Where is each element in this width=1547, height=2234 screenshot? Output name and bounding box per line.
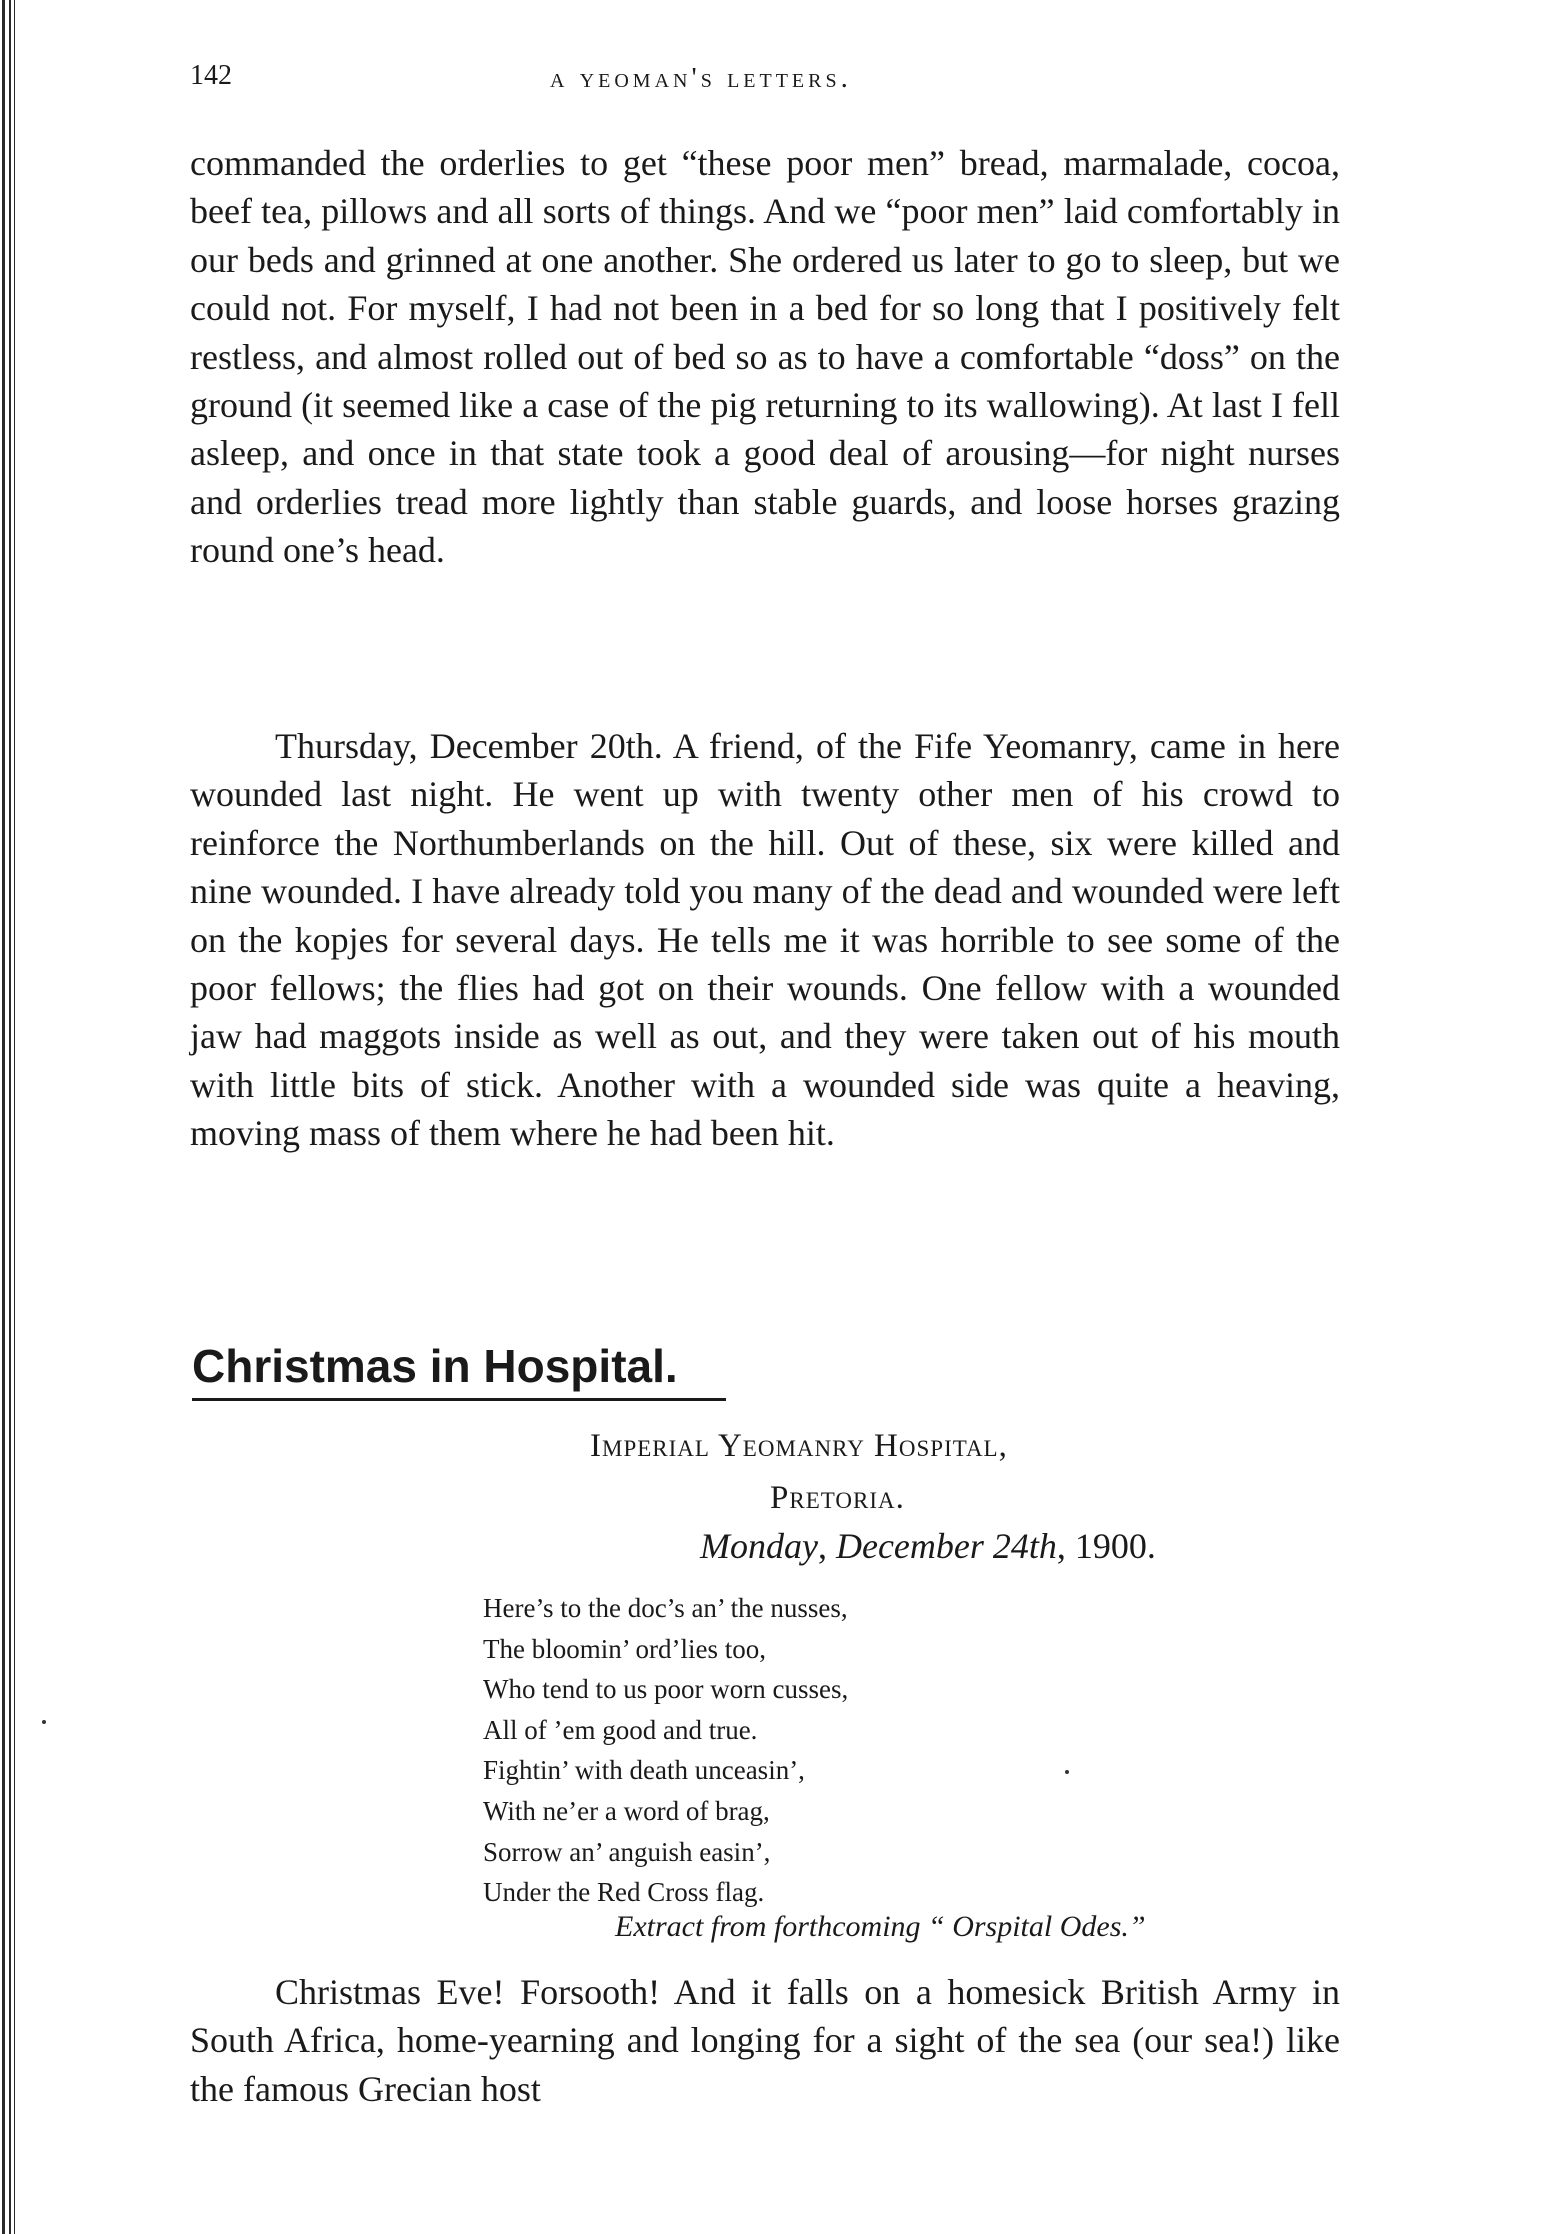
verse-line: Who tend to us poor worn cusses, [483, 1674, 849, 1705]
binding-edge-line [9, 0, 11, 2234]
dateline-year: 1900. [1074, 1526, 1156, 1566]
dateline-institution: Imperial Yeomanry Hospital, [590, 1428, 1008, 1464]
page-number: 142 [190, 60, 232, 91]
dateline-place: Pretoria. [770, 1480, 905, 1516]
body-text-block [190, 1968, 1340, 2113]
body-text-block [190, 722, 1340, 1158]
print-speck [42, 1720, 46, 1724]
binding-edge-line [2, 0, 5, 2234]
verse [483, 1588, 848, 1913]
paragraph: Christmas Eve! Forsooth! And it falls on a homesick British Army in South Africa, home-yearning and longing for a sight of the sea (our sea!) like the famous Grecian host [190, 1972, 1340, 2109]
verse-line: Fightin’ with death unceasin’, [483, 1755, 805, 1786]
verse-line: Under the Red Cross flag. [483, 1877, 765, 1908]
section-heading: Christmas in Hospital. [192, 1338, 726, 1401]
dateline-day: Monday [700, 1526, 818, 1566]
verse-line: Sorrow an’ anguish easin’, [483, 1836, 771, 1867]
verse-line: Here’s to the doc’s an’ the nusses, [483, 1593, 848, 1623]
binding-edge-line [14, 0, 15, 2234]
verse-line: With ne’er a word of brag, [483, 1795, 770, 1826]
running-head [190, 60, 1340, 100]
running-title: a yeoman's letters. [550, 62, 852, 94]
body-text-block [190, 139, 1340, 575]
verse-line: The bloomin’ ord’lies too, [483, 1633, 766, 1664]
verse-attribution: Extract from forthcoming “ Orspital Odes.” [615, 1910, 1146, 1943]
verse-line: All of ’em good and true. [483, 1714, 758, 1745]
paragraph: Thursday, December 20th. A friend, of the Fife Yeomanry, came in here wounded last night. He went up with twenty other men of his crowd to reinforce the Northumberlands on the hill. Out of these, six were killed and nine wounded. I have already told you many of the dead and wounded were left on the kopjes for several days. He tells me it was horrible to see some of the poor fellows; the flies had got on their wounds. One fellow with a wounded jaw had maggots inside as well as out, and they were taken out of his mouth with little bits of stick. Another with a wounded side was quite a heaving, moving mass of them where he had been hit. [190, 726, 1340, 1154]
paragraph: commanded the orderlies to get “these poor men” bread, marmalade, cocoa, beef tea, pillows and all sorts of things. And we “poor men” laid comfortably in our beds and grinned at one another. She ordered us later to go to sleep, but we could not. For myself, I had not been in a bed for so long that I positively felt restless, and almost rolled out of bed so as to have a comfortable “doss” on the ground (it seemed like a case of the pig returning to its wallowing). At last I fell asleep, and once in that state took a good deal of arousing—for night nurses and orderlies tread more lightly than stable guards, and loose horses grazing round one’s head. [190, 143, 1340, 571]
print-speck [1065, 1770, 1069, 1774]
dateline-date: Monday, December 24th, 1900. [700, 1526, 1156, 1566]
dateline-month-day: December 24th [835, 1526, 1057, 1566]
